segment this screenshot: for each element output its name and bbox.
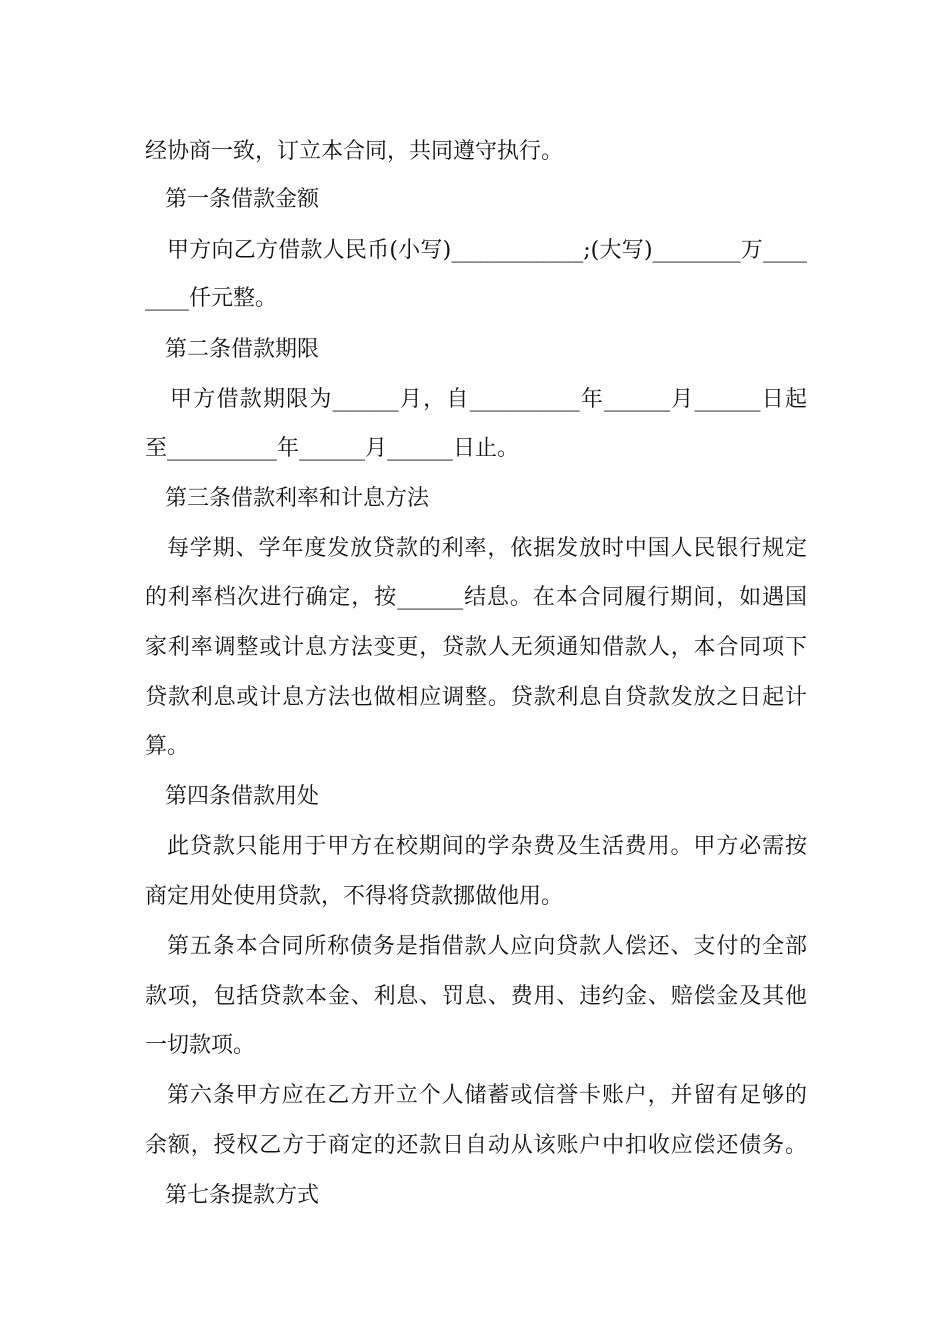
text-line-16: 商定用处使用贷款，不得将贷款挪做他用。: [145, 884, 564, 909]
text-line-18: 款项，包括贷款本金、利息、罚息、费用、违约金、赔偿金及其他: [145, 984, 807, 1009]
clause-heading-3: 第三条借款利率和计息方法: [165, 486, 430, 511]
text-line-17: 第五条本合同所称债务是指借款人应向贷款人偿还、支付的全部: [167, 934, 807, 959]
text-line-7: 至__________年______月______日止。: [145, 436, 520, 461]
text-line-4: ____仟元整。: [145, 286, 278, 311]
text-line-3: 甲方向乙方借款人民币(小写)____________;(大写)________万____: [167, 238, 807, 263]
text-line-13: 算。: [145, 734, 190, 759]
text-line-1: 经协商一致，订立本合同，共同遵守执行。: [145, 139, 564, 164]
text-line-11: 家利率调整或计息方法变更，贷款人无须通知借款人，本合同项下: [145, 635, 807, 660]
text-line-20: 第六条甲方应在乙方开立个人储蓄或信誉卡账户，并留有足够的: [167, 1083, 807, 1108]
text-line-6: 甲方借款期限为______月，自__________年______月______日起: [170, 387, 807, 412]
text-line-19: 一切款项。: [145, 1033, 256, 1058]
text-line-9: 每学期、学年度发放贷款的利率，依据发放时中国人民银行规定: [167, 536, 807, 561]
text-line-15: 此贷款只能用于甲方在校期间的学杂费及生活费用。甲方必需按: [167, 834, 807, 859]
clause-heading-1: 第一条借款金额: [165, 187, 320, 212]
text-line-12: 贷款利息或计息方法也做相应调整。贷款利息自贷款发放之日起计: [145, 685, 807, 710]
clause-heading-4: 第四条借款用处: [165, 784, 320, 809]
clause-heading-2: 第二条借款期限: [165, 337, 320, 362]
text-line-21: 余额，授权乙方于商定的还款日自动从该账户中扣收应偿还债务。: [145, 1133, 807, 1158]
text-line-10: 的利率档次进行确定，按______结息。在本合同履行期间，如遇国: [145, 585, 807, 610]
clause-heading-7: 第七条提款方式: [165, 1183, 320, 1208]
